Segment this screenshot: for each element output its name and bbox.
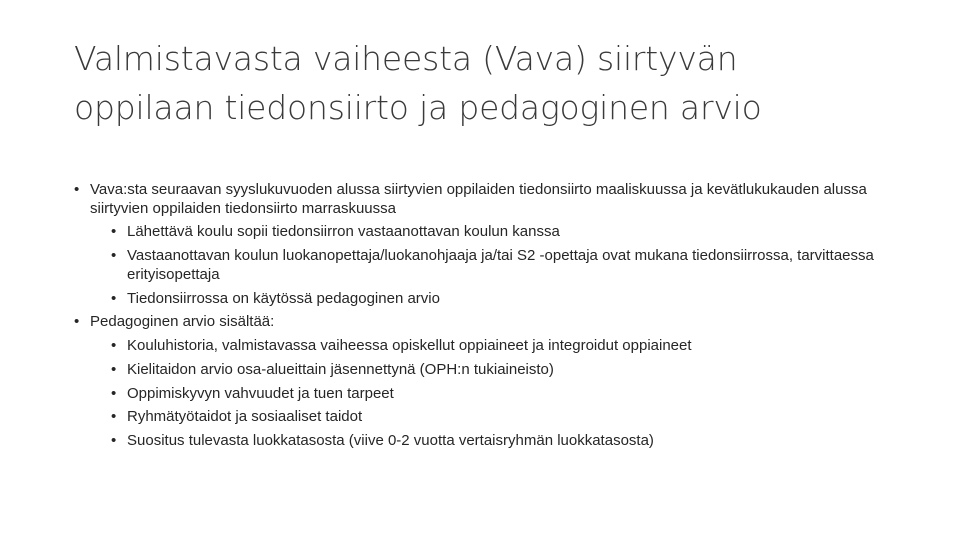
sub-bullet-text: Ryhmätyötaidot ja sosiaaliset taidot — [127, 408, 363, 426]
slide-title — [74, 34, 894, 132]
bullet-icon: • — [111, 384, 117, 402]
bullet-item — [74, 181, 894, 218]
sub-bullet-item — [74, 223, 894, 242]
sub-bullet-text: Kielitaidon arvio osa-alueittain jäsennettynä (OPH:n tukiaineisto) — [127, 360, 554, 378]
sub-bullet-text: Tiedonsiirrossa on käytössä pedagoginen arvio — [127, 289, 440, 307]
sub-bullet-item — [74, 361, 894, 380]
bullet-icon: • — [74, 313, 80, 331]
title-line-1: Valmistavasta vaiheesta (Vava) siirtyvän — [74, 39, 738, 78]
sub-bullet-text: Suositus tulevasta luokkatasosta (viive 0-2 vuotta vertaisryhmän luokkatasosta) — [127, 432, 654, 450]
bullet-item — [74, 313, 894, 332]
bullet-icon: • — [74, 181, 80, 198]
sub-bullet-item — [74, 337, 894, 356]
sub-bullet-item — [74, 432, 894, 451]
sub-bullet-text: Lähettävä koulu sopii tiedonsiirron vastaanottavan koulun kanssa — [127, 223, 560, 241]
sub-bullet-text: Vastaanottavan koulun luokanopettaja/luokanohjaaja ja/tai S2 -opettaja ovat mukana tiedonsiirrossa, tarvittaessa erityisopettaja — [127, 247, 874, 283]
sub-bullet-item — [74, 290, 894, 309]
bullet-icon: • — [111, 289, 117, 307]
title-line-2: oppilaan tiedonsiirto ja pedagoginen arvio — [74, 88, 762, 127]
sub-bullet-item — [74, 408, 894, 427]
bullet-icon: • — [111, 247, 117, 265]
bullet-icon: • — [111, 223, 117, 241]
sub-bullet-item — [74, 247, 894, 284]
bullet-icon: • — [111, 337, 117, 355]
bullet-icon: • — [111, 432, 117, 450]
bullet-icon: • — [111, 408, 117, 426]
sub-bullet-text: Kouluhistoria, valmistavassa vaiheessa opiskellut oppiaineet ja integroidut oppiaineet — [127, 337, 692, 355]
bullet-icon: • — [111, 360, 117, 378]
bullet-text: Vava:sta seuraavan syyslukuvuoden alussa siirtyvien oppilaiden tiedonsiirto maaliskuussa ja kevätlukukauden alussa siirtyvien oppilaiden tiedonsiirto marraskuussa — [90, 181, 867, 217]
sub-bullet-text: Oppimiskyvyn vahvuudet ja tuen tarpeet — [127, 384, 394, 402]
bullet-text: Pedagoginen arvio sisältää: — [90, 313, 275, 331]
sub-bullet-item — [74, 385, 894, 404]
slide-body — [74, 181, 894, 456]
